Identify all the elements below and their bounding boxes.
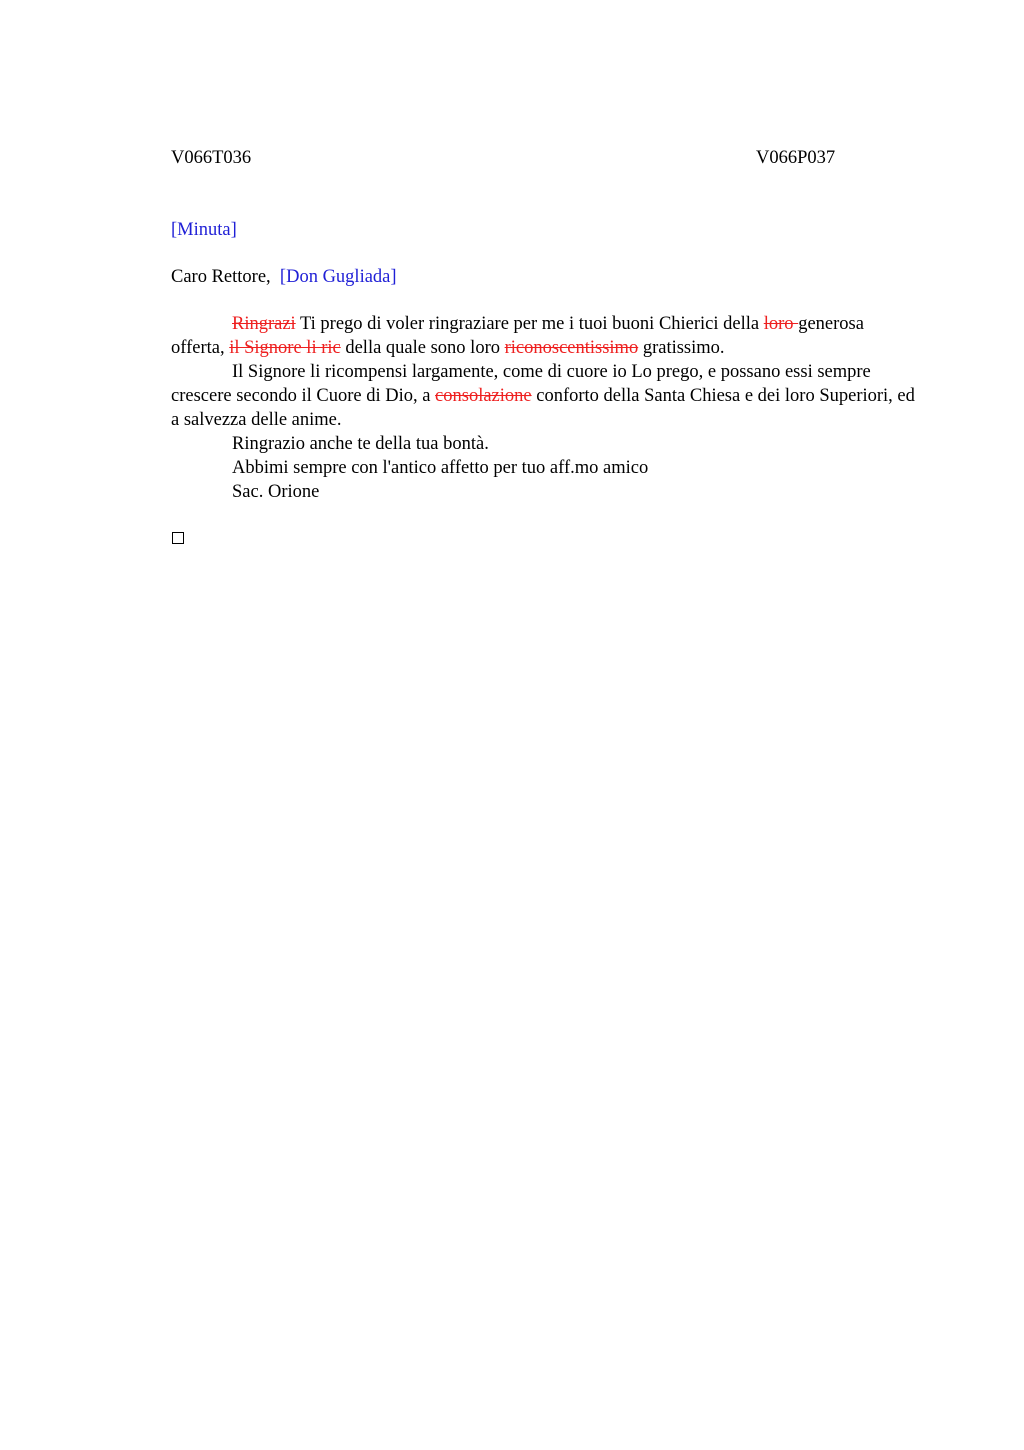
document-page <box>171 146 921 502</box>
recipient-note: [Don Gugliada] <box>279 267 397 287</box>
deleted-text: riconoscentissimo <box>504 338 639 358</box>
body-text: conforto della Santa Chiesa e dei loro Superiori, ed a salvezza delle anime. <box>171 386 915 430</box>
paragraph-gratitude: Ringrazio anche te della tua bontà. <box>232 434 489 454</box>
document-header <box>171 146 921 172</box>
paragraph-blessing <box>171 360 921 432</box>
editorial-note-minuta: [Minuta] <box>171 220 237 240</box>
deleted-text: consolazione <box>435 386 532 406</box>
page-code-right: V066P037 <box>756 148 836 168</box>
deleted-text: Ringrazi <box>232 314 296 334</box>
body-text: generosa offerta, <box>171 314 864 358</box>
salutation-text: Caro Rettore, <box>171 267 276 287</box>
paragraph-closing: Abbimi sempre con l'antico affetto per tuo aff.mo amico <box>232 458 649 478</box>
signature: Sac. Orione <box>232 482 320 502</box>
deleted-text: il Signore li ric <box>229 338 341 358</box>
checkbox-square-icon <box>172 532 184 544</box>
body-text: della quale sono loro <box>340 338 505 358</box>
body-text: Ti prego di voler ringraziare per me i tuoi buoni Chierici della <box>295 314 764 334</box>
salutation <box>171 265 397 289</box>
document-code-left: V066T036 <box>171 148 252 168</box>
body-text: Il Signore li ricompensi largamente, come di cuore io Lo prego, e possano essi sempre crescere secondo il Cuore di Dio, a <box>171 362 871 406</box>
paragraph-thanks <box>171 312 921 360</box>
body-text: gratissimo. <box>638 338 725 358</box>
letter-body <box>171 312 921 504</box>
deleted-text: loro <box>763 314 799 334</box>
